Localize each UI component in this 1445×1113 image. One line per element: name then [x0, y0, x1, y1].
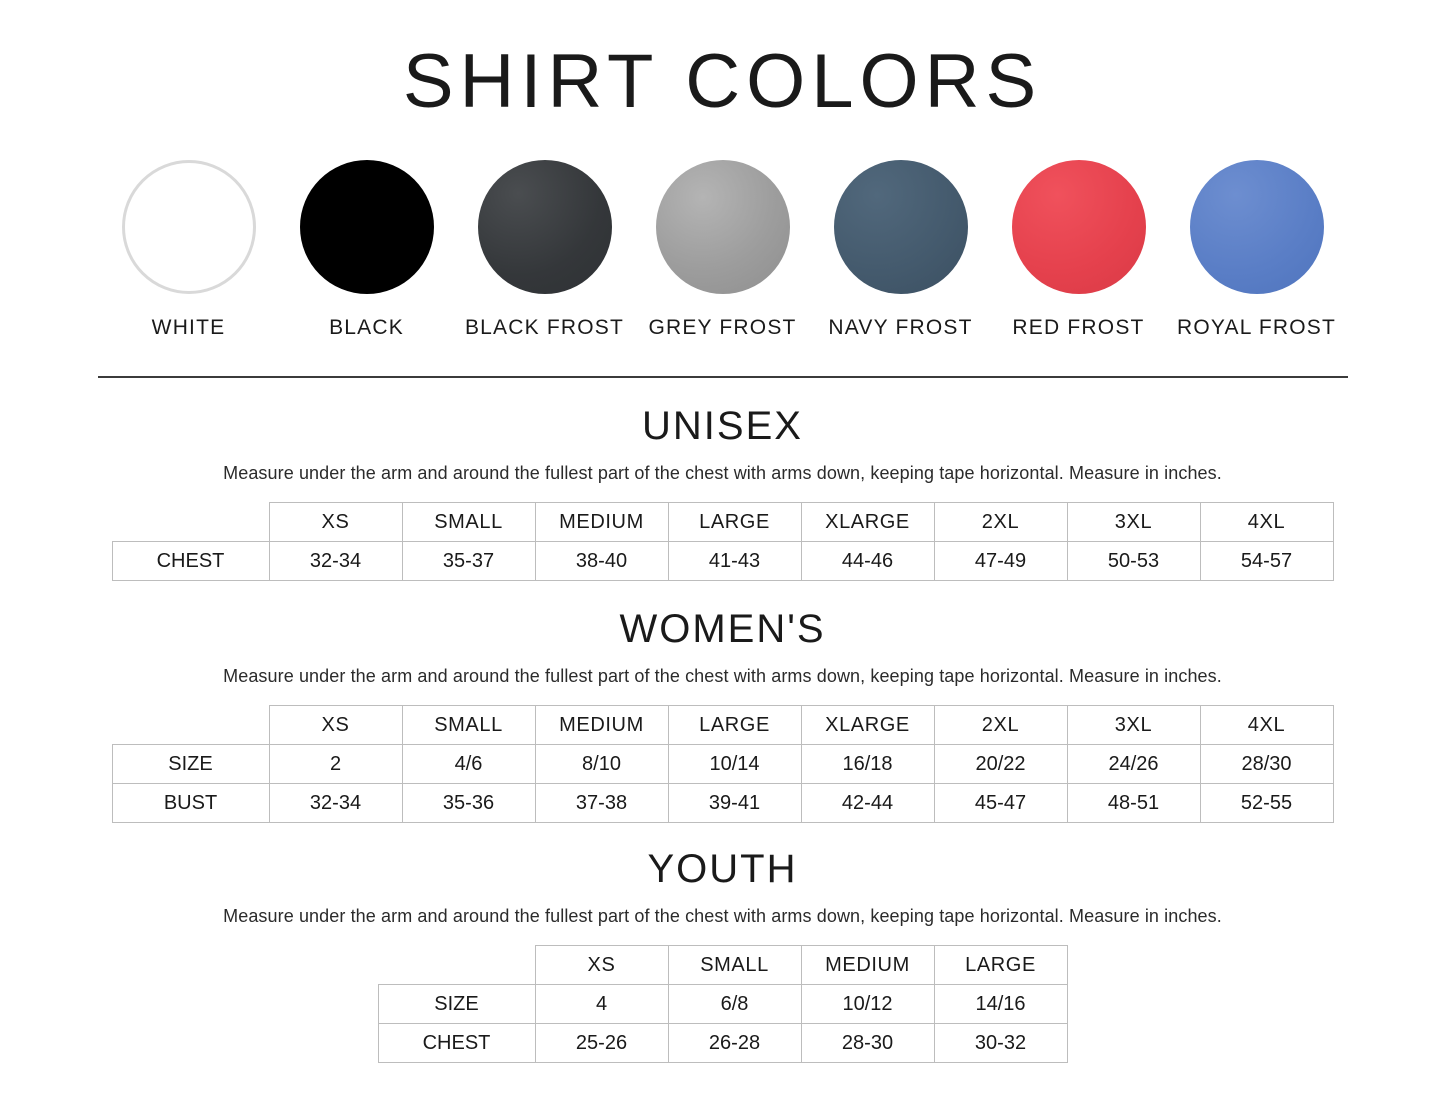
swatch-circle-red-frost — [1012, 160, 1146, 294]
color-swatch-grey-frost — [648, 160, 797, 340]
row-header: SIZE — [378, 985, 535, 1024]
column-header: XS — [269, 503, 402, 542]
swatch-circle-navy-frost — [834, 160, 968, 294]
table-cell: 50-53 — [1067, 542, 1200, 581]
table-cell: 35-36 — [402, 784, 535, 823]
table-cell: 30-32 — [934, 1024, 1067, 1063]
column-header: SMALL — [402, 503, 535, 542]
column-header: MEDIUM — [535, 706, 668, 745]
color-swatch-white — [119, 160, 259, 340]
row-header: CHEST — [112, 542, 269, 581]
section-womens — [0, 607, 1445, 823]
section-title-womens: WOMEN'S — [619, 607, 826, 651]
column-header: SMALL — [402, 706, 535, 745]
swatch-circle-white — [122, 160, 256, 294]
swatch-circle-royal-frost — [1190, 160, 1324, 294]
page-title: SHIRT COLORS — [402, 39, 1043, 124]
swatch-label-royal-frost: ROYAL FROST — [1176, 316, 1337, 339]
table-cell: 10/14 — [668, 745, 801, 784]
table-cell: 54-57 — [1200, 542, 1333, 581]
table-corner-cell — [378, 946, 535, 985]
row-header: BUST — [112, 784, 269, 823]
table-cell: 41-43 — [668, 542, 801, 581]
swatch-label-navy-frost: NAVY FROST — [828, 316, 973, 339]
size-table-unisex — [112, 502, 1334, 581]
table-cell: 44-46 — [801, 542, 934, 581]
section-note-youth: Measure under the arm and around the fullest part of the chest with arms down, keeping tape horizontal. Measure in inches. — [223, 906, 1222, 926]
table-cell: 48-51 — [1067, 784, 1200, 823]
column-header: 2XL — [934, 503, 1067, 542]
table-cell: 47-49 — [934, 542, 1067, 581]
color-swatch-row — [0, 160, 1445, 340]
table-row — [378, 985, 1067, 1024]
swatch-circle-black — [300, 160, 434, 294]
table-cell: 42-44 — [801, 784, 934, 823]
table-cell: 32-34 — [269, 784, 402, 823]
table-header-row — [112, 706, 1333, 745]
table-header-row — [378, 946, 1067, 985]
table-row — [112, 784, 1333, 823]
section-title-unisex: UNISEX — [642, 404, 803, 448]
column-header: 3XL — [1067, 706, 1200, 745]
table-cell: 52-55 — [1200, 784, 1333, 823]
table-cell: 2 — [269, 745, 402, 784]
table-cell: 45-47 — [934, 784, 1067, 823]
table-corner-cell — [112, 706, 269, 745]
color-swatch-black-frost — [464, 160, 625, 340]
column-header: LARGE — [668, 706, 801, 745]
row-header: CHEST — [378, 1024, 535, 1063]
color-swatch-black — [297, 160, 437, 340]
color-swatch-navy-frost — [828, 160, 973, 340]
table-corner-cell — [112, 503, 269, 542]
row-header: SIZE — [112, 745, 269, 784]
column-header: XS — [535, 946, 668, 985]
section-note-unisex: Measure under the arm and around the fullest part of the chest with arms down, keeping tape horizontal. Measure in inches. — [223, 463, 1222, 483]
column-header: 4XL — [1200, 706, 1333, 745]
table-cell: 25-26 — [535, 1024, 668, 1063]
swatch-label-white: WHITE — [151, 316, 226, 339]
column-header: LARGE — [668, 503, 801, 542]
section-unisex — [0, 404, 1445, 581]
section-note-womens: Measure under the arm and around the fullest part of the chest with arms down, keeping tape horizontal. Measure in inches. — [223, 666, 1222, 686]
section-divider — [98, 376, 1348, 378]
swatch-circle-black-frost — [478, 160, 612, 294]
table-cell: 8/10 — [535, 745, 668, 784]
table-cell: 20/22 — [934, 745, 1067, 784]
section-youth — [0, 847, 1445, 1063]
size-table-womens — [112, 705, 1334, 823]
table-cell: 28/30 — [1200, 745, 1333, 784]
table-cell: 4 — [535, 985, 668, 1024]
table-cell: 16/18 — [801, 745, 934, 784]
swatch-label-red-frost: RED FROST — [1012, 316, 1145, 339]
column-header: MEDIUM — [801, 946, 934, 985]
swatch-label-black-frost: BLACK FROST — [464, 316, 625, 339]
table-cell: 6/8 — [668, 985, 801, 1024]
table-row — [112, 542, 1333, 581]
swatch-label-black: BLACK — [329, 316, 404, 339]
swatch-circle-grey-frost — [656, 160, 790, 294]
column-header: XLARGE — [801, 706, 934, 745]
color-swatch-red-frost — [1009, 160, 1149, 340]
table-cell: 28-30 — [801, 1024, 934, 1063]
table-cell: 38-40 — [535, 542, 668, 581]
column-header: LARGE — [934, 946, 1067, 985]
table-cell: 39-41 — [668, 784, 801, 823]
table-cell: 32-34 — [269, 542, 402, 581]
table-row — [112, 745, 1333, 784]
table-cell: 26-28 — [668, 1024, 801, 1063]
section-title-youth: YOUTH — [647, 847, 798, 891]
table-row — [378, 1024, 1067, 1063]
size-table-youth — [378, 945, 1068, 1063]
table-cell: 14/16 — [934, 985, 1067, 1024]
table-cell: 35-37 — [402, 542, 535, 581]
color-swatch-royal-frost — [1176, 160, 1337, 340]
column-header: 2XL — [934, 706, 1067, 745]
table-cell: 10/12 — [801, 985, 934, 1024]
column-header: XLARGE — [801, 503, 934, 542]
column-header: 4XL — [1200, 503, 1333, 542]
column-header: SMALL — [668, 946, 801, 985]
table-header-row — [112, 503, 1333, 542]
column-header: 3XL — [1067, 503, 1200, 542]
table-cell: 24/26 — [1067, 745, 1200, 784]
column-header: MEDIUM — [535, 503, 668, 542]
swatch-label-grey-frost: GREY FROST — [648, 316, 797, 339]
table-cell: 4/6 — [402, 745, 535, 784]
column-header: XS — [269, 706, 402, 745]
table-cell: 37-38 — [535, 784, 668, 823]
